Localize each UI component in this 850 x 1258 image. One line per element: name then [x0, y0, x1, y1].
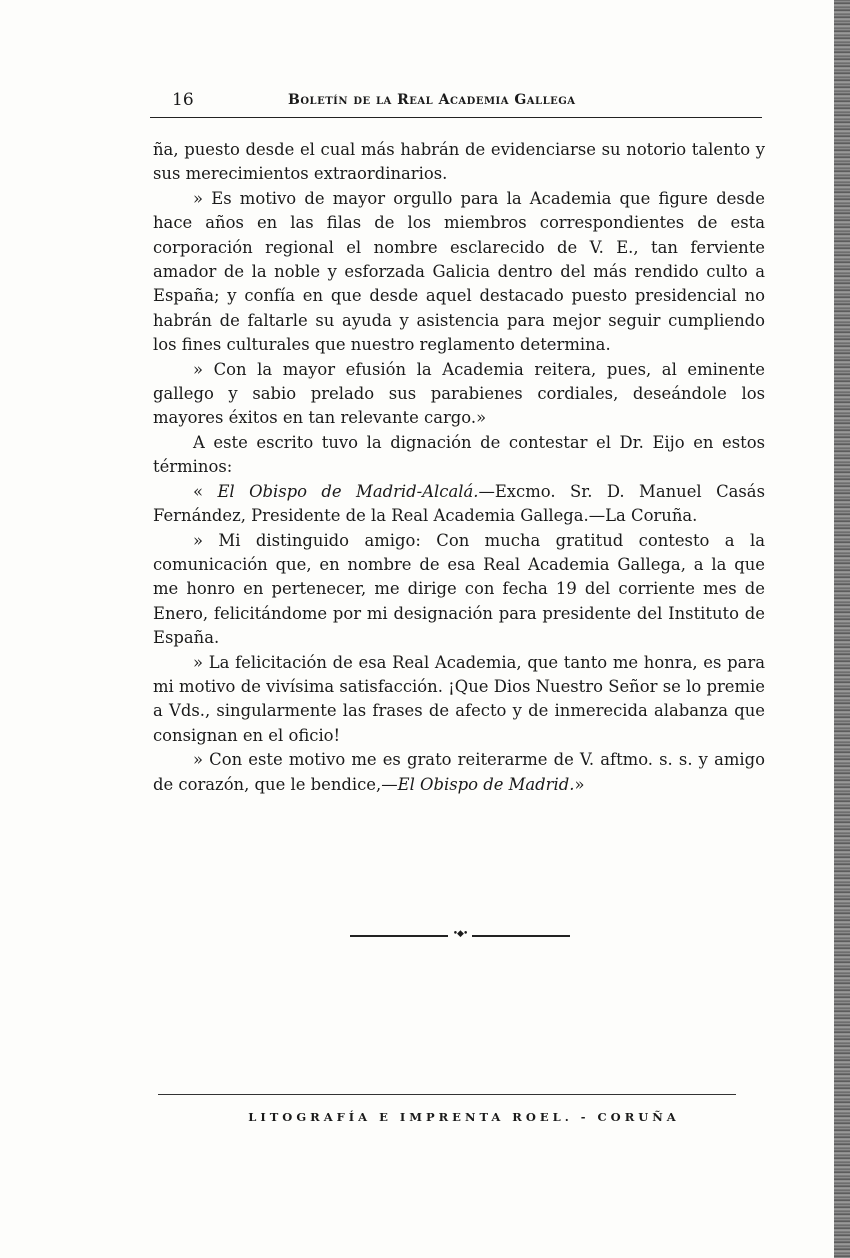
letter-addressee: —Excmo. Sr. D. Manuel Casás Fernández, Presidente de la Real Academia Gallega.—La Coruña.: [153, 481, 765, 526]
closing-text: » Con este motivo me es grato reiterarme de V. aftmo. s. s. y amigo de corazón, que le bendice,—: [153, 750, 765, 794]
printer-imprint: LITOGRAFÍA E IMPRENTA ROEL. - CORUÑA: [248, 1110, 680, 1124]
closing-signature: El Obispo de Madrid.: [397, 774, 575, 794]
letter-heading-open-quote: «: [193, 481, 218, 501]
paragraph-continuation: ña, puesto desde el cual más habrán de evidenciarse su notorio talento y sus merecimientos extraordinarios.: [153, 140, 765, 184]
page-edge-shadow: [834, 0, 850, 1258]
page-number: 16: [172, 90, 194, 110]
paragraph-academia-orgullo: » Es motivo de mayor orgullo para la Academia que figure desde hace años en las filas de los miembros correspondientes de esta corporación regional el nombre esclarecido de V. E., tan ferviente amador de la noble y esforzada Galicia dentro del más rendido culto a España; y confía en que desde aquel destacado puesto presidencial no habrán de faltarle su ayuda y asistencia para mejor seguir cumpliendo los fines culturales que nuestro reglamento determina.: [153, 188, 765, 355]
ornament-line-left: [350, 935, 448, 937]
letter-heading: [153, 480, 765, 529]
section-ornament: [350, 929, 570, 939]
paragraph-distinguido-amigo: » Mi distinguido amigo: Con mucha gratitud contesto a la comunicación que, en nombre de esa Real Academia Gallega, a la que me honro en pertenecer, me dirige con fecha 19 del corriente mes de Enero, felicitándome por mi designación para presidente del Instituto de España.: [153, 530, 765, 648]
ornament-line-right: [472, 935, 570, 937]
paragraph-felicitacion: » La felicitación de esa Real Academia, que tanto me honra, es para mi motivo de vivísima satisfacción. ¡Que Dios Nuestro Señor se lo premie a Vds., singularmente las frases de afecto y de inmerecida alabanza que consignan en el oficio!: [153, 652, 765, 745]
header-rule: [150, 117, 762, 118]
body-text: [153, 138, 765, 797]
journal-title: Boletín de la Real Academia Gallega: [288, 92, 576, 108]
letter-sender: El Obispo de Madrid-Alcalá.: [217, 481, 479, 501]
running-header: [150, 90, 762, 112]
paragraph-contestar: A este escrito tuvo la dignación de contestar el Dr. Eijo en estos términos:: [153, 432, 765, 477]
ornament-glyph: •◆•: [452, 929, 468, 939]
closing-quote: »: [574, 774, 585, 794]
footer-rule: [158, 1094, 736, 1095]
paragraph-efusion: » Con la mayor efusión la Academia reitera, pues, al eminente gallego y sabio prelado sus parabienes cordiales, deseándole los mayores éxitos en tan relevante cargo.»: [153, 359, 765, 428]
letter-closing: [153, 748, 765, 797]
